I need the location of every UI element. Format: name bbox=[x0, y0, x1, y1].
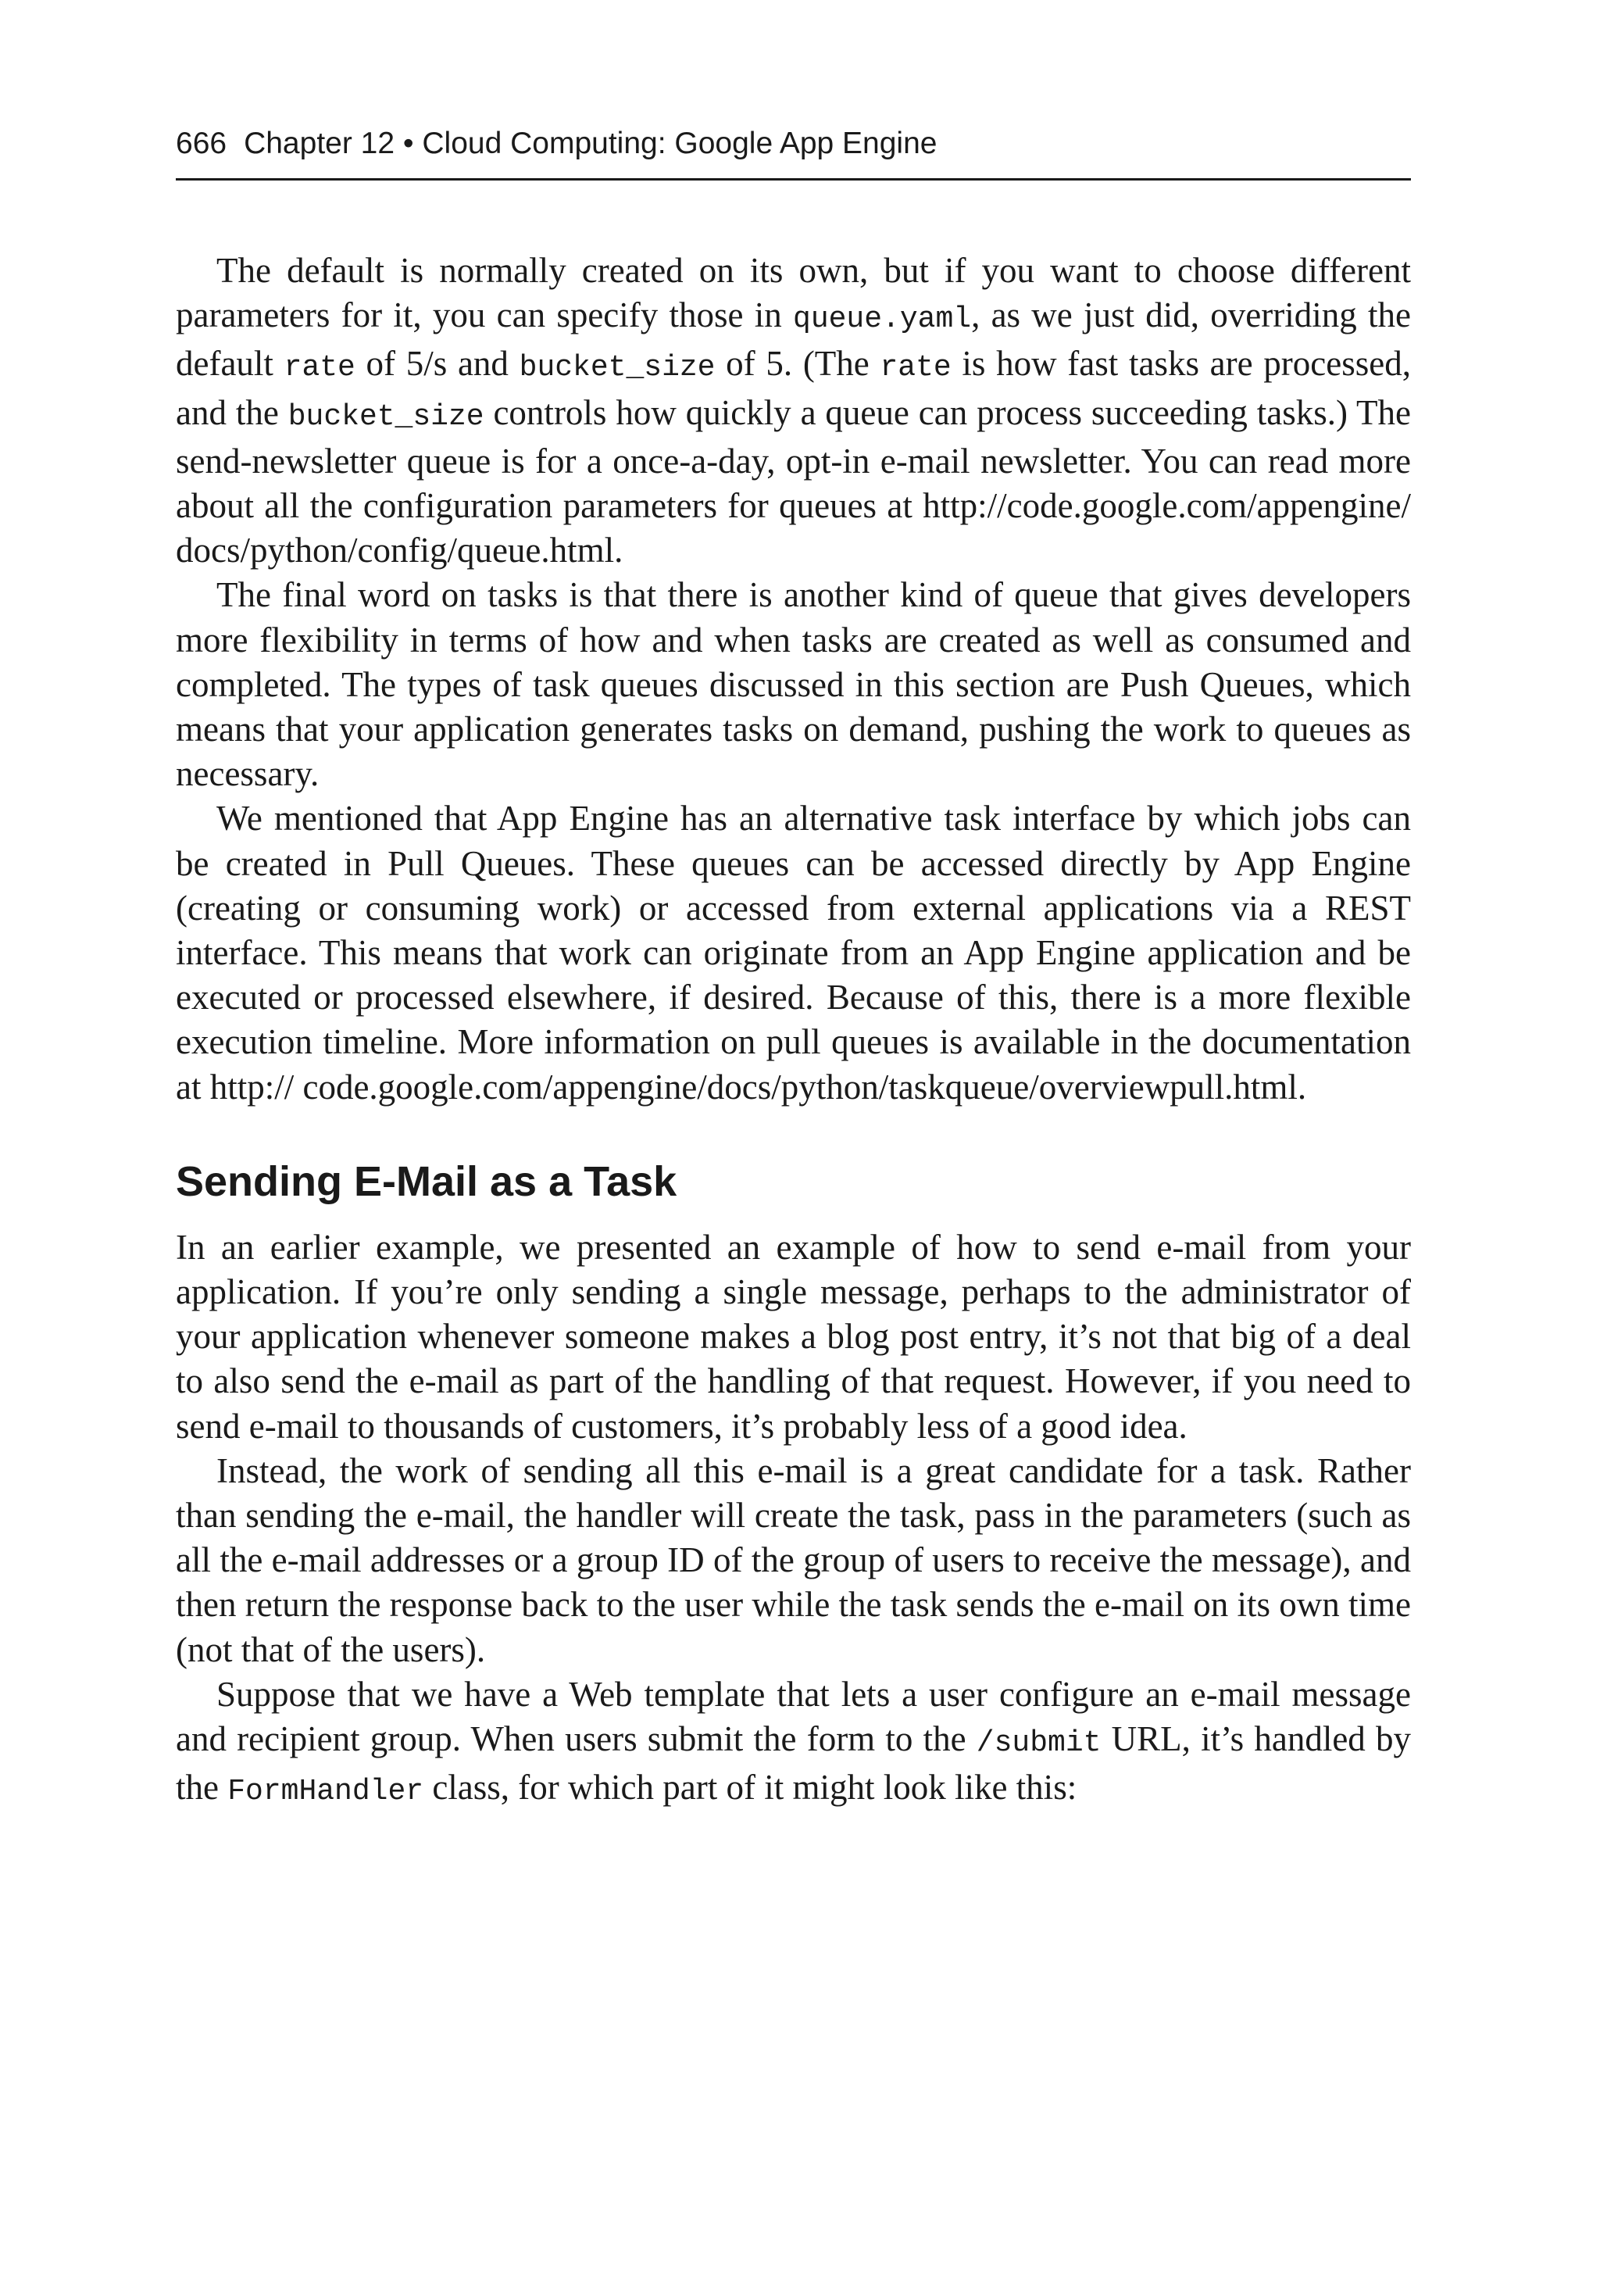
body-text bbox=[176, 249, 1411, 1815]
code-submit-url: /submit bbox=[976, 1726, 1102, 1761]
chapter-title: Chapter 12 • Cloud Computing: Google App Engine bbox=[244, 127, 938, 160]
page-number: 666 bbox=[176, 127, 227, 160]
text-run: , as we just did, overriding the default bbox=[176, 295, 1411, 384]
code-rate: rate bbox=[880, 351, 952, 385]
paragraph-email-task: Instead, the work of sending all this e-mail is a great candidate for a task. Rather than sending the e-mail, the handler will create the task, pass in the parameters (such as all the e-mail addresses or a group ID of the group of users to receive the message), and then return the response back to the user while the task sends the e-mail on its own time (not that of the users). bbox=[176, 1450, 1411, 1669]
text-run: Suppose that we have a Web template that lets a user configure an e-mail message and recipient group. When users submit the form to the bbox=[176, 1674, 1411, 1759]
paragraph-form-handler bbox=[176, 1672, 1411, 1815]
code-bucket-size: bucket_size bbox=[288, 399, 484, 434]
section-heading: Sending E-Mail as a Task bbox=[176, 1157, 677, 1205]
paragraph-pull-queues: We mentioned that App Engine has an alternative task interface by which jobs can be created in Pull Queues. These queues can be accessed directly by App Engine (creating or consuming work) or accessed from external applications via a REST interface. This means that work can originate from an App Engine application and be executed or processed elsewhere, if desired. Because of this, there is a more flexible execution timeline. More information on pull queues is available in the documentation at http:// code.google.com/appengine/docs/python/taskqueue/overviewpull.html. bbox=[176, 799, 1411, 1107]
text-run: class, for which part of it might look like this: bbox=[423, 1768, 1077, 1808]
text-run: of 5. (The bbox=[715, 344, 880, 384]
paragraph-email-intro: In an earlier example, we presented an example of how to send e-mail from your application. If you’re only sending a single message, perhaps to the administrator of your application whenever someone makes a blog post entry, it’s not that big of a deal to also send the e-mail as part of the handling of that request. However, if you need to send e-mail to thousands of customers, it’s probably less of a good idea. bbox=[176, 1227, 1411, 1446]
running-head bbox=[176, 123, 1411, 164]
text-run: The default is normally created on its own, but if you want to choose different parameters for it, you can specify those in bbox=[176, 251, 1411, 335]
header-rule bbox=[176, 178, 1411, 181]
code-formhandler: FormHandler bbox=[227, 1775, 424, 1809]
text-run: of 5/s and bbox=[355, 344, 520, 384]
code-bucket-size: bucket_size bbox=[519, 351, 716, 385]
paragraph-push-queues: The final word on tasks is that there is another kind of queue that gives developers more flexibility in terms of how and when tasks are created as well as consumed and completed. The types of task queues discussed in this section are Push Queues, which means that your application generates tasks on demand, pushing the work to queues as necessary. bbox=[176, 575, 1411, 794]
code-queue-yaml: queue.yaml bbox=[793, 302, 972, 337]
text-run: URL, it’s handled by the bbox=[176, 1719, 1411, 1808]
text-run: is how fast tasks are processed, and the bbox=[176, 344, 1411, 432]
paragraph-queue-defaults bbox=[176, 249, 1411, 573]
code-rate: rate bbox=[284, 351, 355, 385]
text-run: controls how quickly a queue can process succeeding tasks.) The send-newsletter queue is for a once-a-day, opt-in e-mail newsletter. You can read more about all the configuration parameters for queues at http://code.google.com/appengine/ docs/python/config/queue.html. bbox=[176, 392, 1411, 570]
